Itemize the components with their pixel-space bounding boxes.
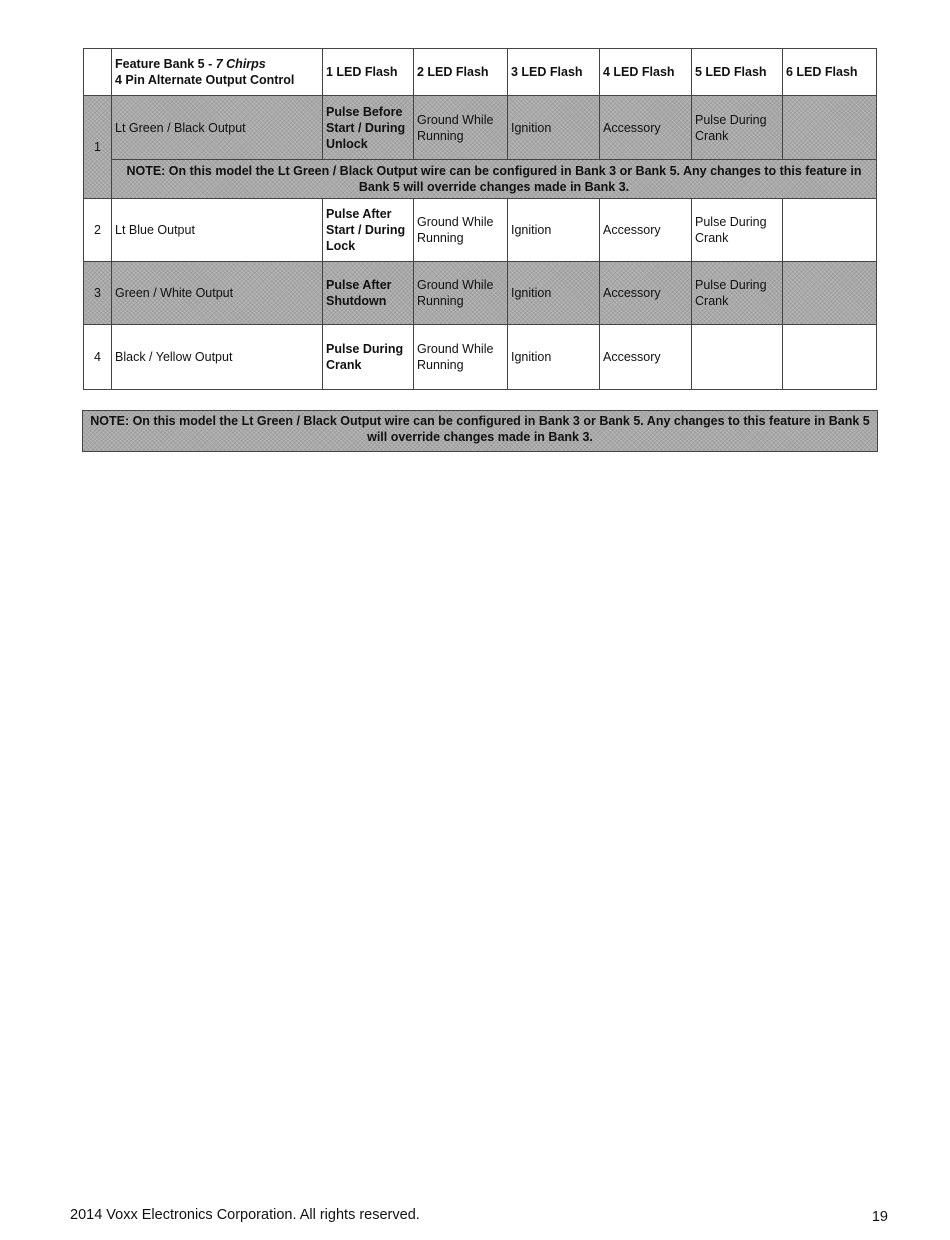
table-title: Feature Bank 5 - (115, 57, 216, 71)
table-row (84, 199, 877, 262)
option-cell: Ignition (508, 199, 600, 262)
output-name: Green / White Output (112, 262, 323, 325)
option-cell: Accessory (600, 262, 692, 325)
table-subtitle: 4 Pin Alternate Output Control (115, 73, 295, 87)
column-header: 3 LED Flash (508, 49, 600, 96)
footer-copyright: 2014 Voxx Electronics Corporation. All rights reserved. (70, 1207, 420, 1223)
row-number: 1 (84, 96, 112, 199)
row-note: NOTE: On this model the Lt Green / Black Output wire can be configured in Bank 3 or Bank 5. Any changes to this feature in Bank 5 will override changes made in Bank 3. (112, 160, 877, 199)
option-cell: Accessory (600, 325, 692, 390)
option-cell: Ground While Running (414, 325, 508, 390)
option-cell: Ground While Running (414, 96, 508, 160)
table-note-row (84, 160, 877, 199)
table-row (84, 325, 877, 390)
option-cell: Ignition (508, 262, 600, 325)
output-name: Black / Yellow Output (112, 325, 323, 390)
column-header: 6 LED Flash (783, 49, 877, 96)
option-cell: Pulse During Crank (692, 262, 783, 325)
option-cell: Pulse After Shutdown (323, 262, 414, 325)
feature-bank-table (83, 48, 877, 390)
bottom-note: NOTE: On this model the Lt Green / Black Output wire can be configured in Bank 3 or Bank 5. Any changes to this feature in Bank 5 will override changes made in Bank 3. (82, 410, 878, 452)
option-cell: Pulse During Crank (692, 199, 783, 262)
header-empty-cell (84, 49, 112, 96)
table-title-cell (112, 49, 323, 96)
option-cell (692, 325, 783, 390)
option-cell: Pulse During Crank (323, 325, 414, 390)
option-cell: Ground While Running (414, 199, 508, 262)
table-header-row (84, 49, 877, 96)
row-number: 4 (84, 325, 112, 390)
option-cell (783, 199, 877, 262)
option-cell: Ground While Running (414, 262, 508, 325)
option-cell: Pulse After Start / During Lock (323, 199, 414, 262)
option-cell: Ignition (508, 96, 600, 160)
option-cell (783, 262, 877, 325)
column-header: 4 LED Flash (600, 49, 692, 96)
option-cell (783, 325, 877, 390)
page-number: 19 (871, 1209, 888, 1225)
row-number: 2 (84, 199, 112, 262)
option-cell (783, 96, 877, 160)
option-cell: Accessory (600, 96, 692, 160)
column-header: 2 LED Flash (414, 49, 508, 96)
column-header: 5 LED Flash (692, 49, 783, 96)
table-row (84, 96, 877, 160)
option-cell: Pulse During Crank (692, 96, 783, 160)
column-header: 1 LED Flash (323, 49, 414, 96)
option-cell: Pulse Before Start / During Unlock (323, 96, 414, 160)
output-name: Lt Blue Output (112, 199, 323, 262)
option-cell: Ignition (508, 325, 600, 390)
table-row (84, 262, 877, 325)
option-cell: Accessory (600, 199, 692, 262)
output-name: Lt Green / Black Output (112, 96, 323, 160)
row-number: 3 (84, 262, 112, 325)
table-title-chirps: 7 Chirps (215, 57, 266, 71)
